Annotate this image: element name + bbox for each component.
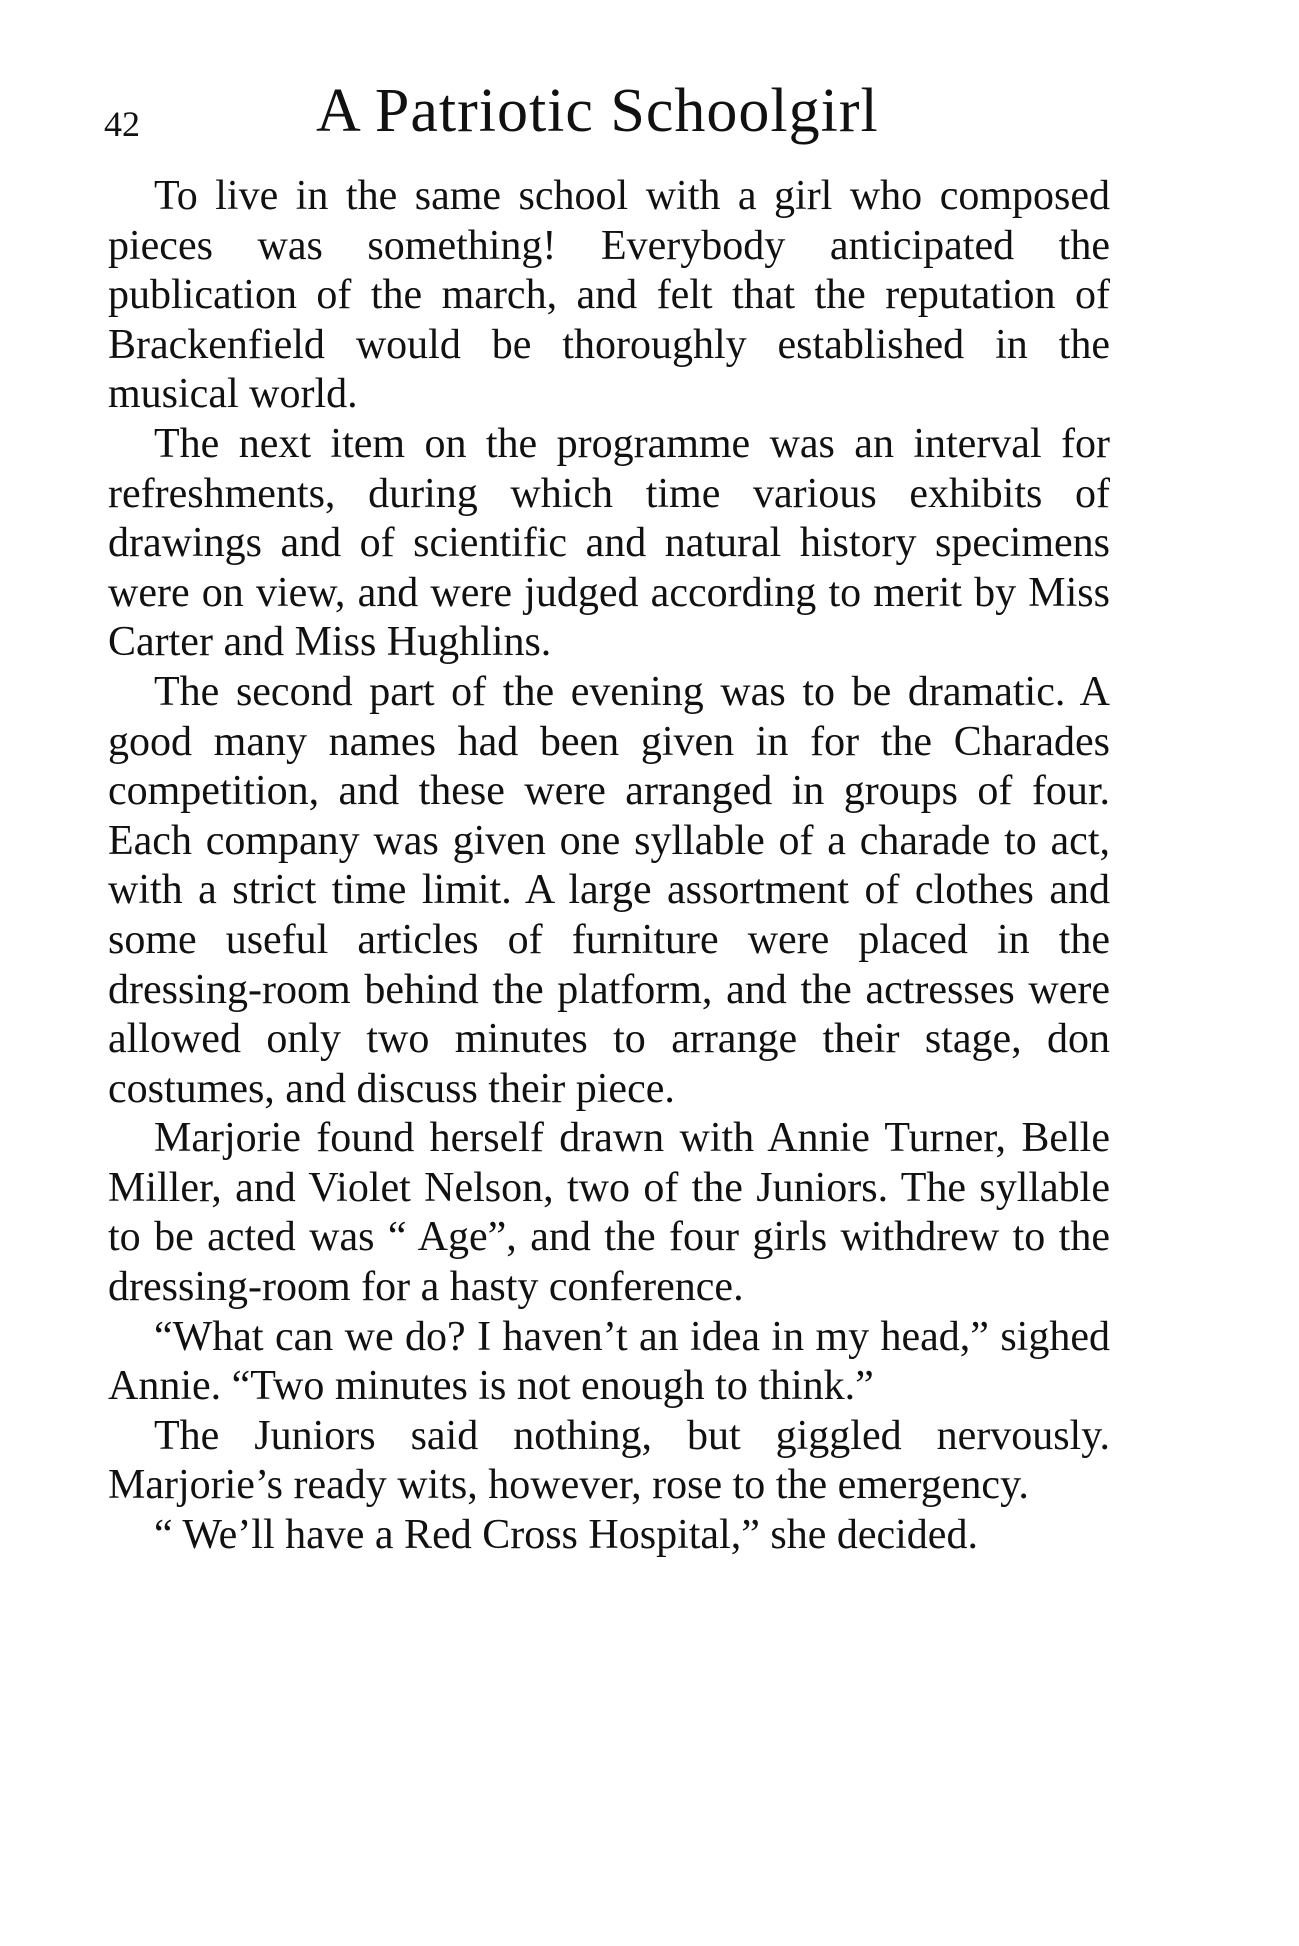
running-header — [104, 77, 1114, 160]
paragraph: The next item on the programme was an interval for refreshments, during which time various exhibits of drawings and of scientific and natural history specimens were on view, and were judged according to merit by Miss Carter and Miss Hughlins. — [108, 420, 1110, 666]
paragraph: “ We’ll have a Red Cross Hospital,” she decided. — [154, 1512, 978, 1559]
paragraph: “What can we do? I haven’t an idea in my head,” sighed Annie. “Two minutes is not enough to think.” — [108, 1313, 1110, 1410]
running-title: A Patriotic Schoolgirl — [316, 77, 879, 145]
paragraph: The Juniors said nothing, but giggled nervously. Marjorie’s ready wits, however, rose to the emergency. — [108, 1412, 1110, 1509]
paragraph: To live in the same school with a girl who composed pieces was something! Everybody anticipated the publication of the march, and felt that the reputation of Brackenfield would be thoroughly established in the musical world. — [108, 173, 1110, 418]
page-number: 42 — [104, 104, 140, 144]
body-text — [108, 172, 1110, 1561]
paragraph: Marjorie found herself drawn with Annie Turner, Belle Miller, and Violet Nelson, two of the Juniors. The syllable to be acted was “ Age”, and the four girls withdrew to the dressing-room for a hasty conference. — [108, 1115, 1110, 1311]
paragraph: The second part of the evening was to be dramatic. A good many names had been given in for the Charades competition, and these were arranged in groups of four. Each company was given one syllable of a charade to act, with a strict time limit. A large assortment of clothes and some useful articles of furniture were placed in the dressing-room behind the platform, and the actresses were allowed only two minutes to arrange their stage, don costumes, and discuss their piece. — [108, 668, 1110, 1112]
